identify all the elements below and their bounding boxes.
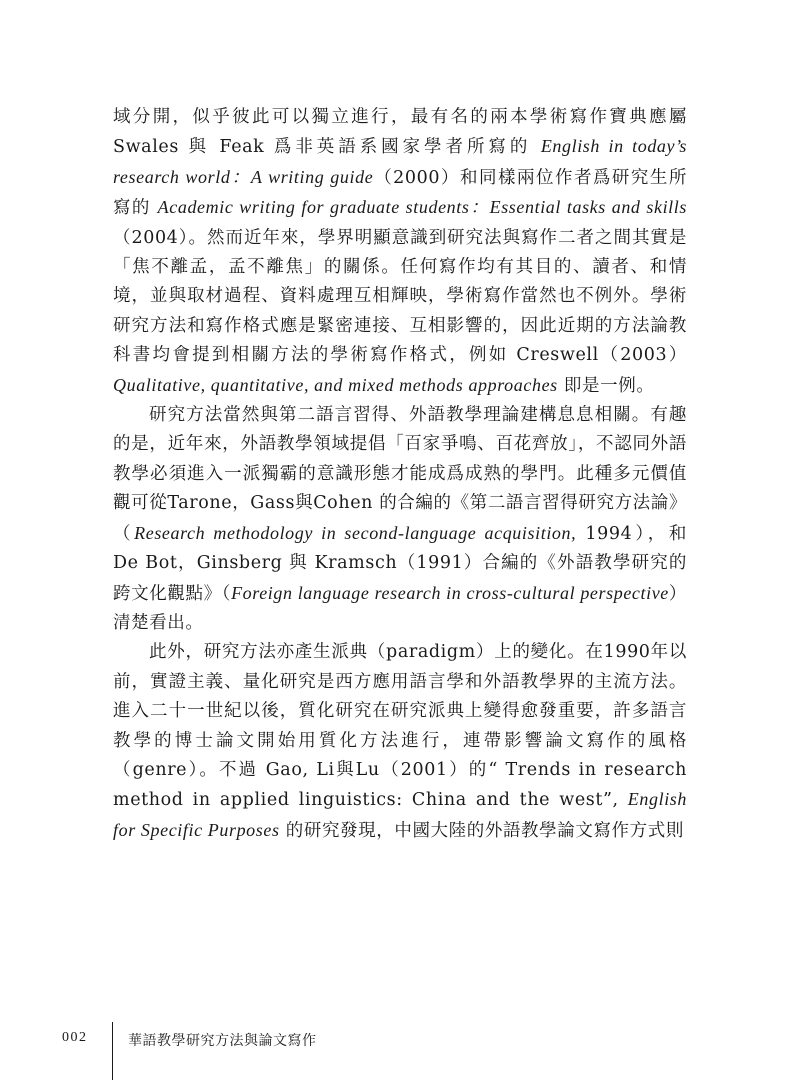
text-run: 此外，研究方法亦產生派典（paradigm）上的變化。在1990年以前，實證主義、量化研究是西方應用語言學和外語教學界的主流方法。進入二十一世紀以後，質化研究在研究派典上變得愈發重要，許多語言教學的博士論文開始用質化方法進行，連帶影響論文寫作的風格（genre）。不過 Gao, Li與Lu（2001）的“ Trends in research method in applied linguistics: China and the west”, — [113, 642, 687, 811]
journal-title-italic: English for Specific Purposes — [113, 789, 687, 840]
text-run: 研究方法當然與第二語言習得、外語教學理論建構息息相關。有趣的是，近年來，外語教學領域提倡「百家爭鳴、百花齊放」，不認同外語教學必須進入一派獨霸的意識形態才能成爲成熟的學門。此種多元價值觀可從Tarone，Gass與Cohen 的合編的《第二語言習得研究方法論》（ — [113, 405, 687, 544]
book-title-italic: Academic writing for graduate students：Essential tasks and skills — [157, 197, 687, 218]
book-title-italic: Research methodology in second-language acquisition, — [134, 522, 577, 543]
book-title-italic: English in today’s research world：A writing guide — [113, 136, 687, 187]
footer-divider — [112, 1022, 113, 1080]
book-title-italic: Foreign language research in cross-cultural perspective — [231, 582, 669, 603]
book-title-italic: Qualitative, quantitative, and mixed methods approaches — [113, 374, 558, 395]
page-number: 002 — [62, 1030, 88, 1045]
text-run: 域分開，似乎彼此可以獨立進行，最有名的兩本學術寫作寶典應屬 Swales 與 Feak 爲非英語系國家學者所寫的 — [113, 107, 687, 158]
text-run: （2004）。然而近年來，學界明顯意識到研究法與寫作二者之間其實是「焦不離孟，孟不離焦」的關係。任何寫作均有其目的、讀者、和情境，並與取材過程、資料處理互相輝映，學術寫作當然也不例外。學術研究方法和寫作格式應是緊密連接、互相影響的，因此近期的方法論教科書均會提到相關方法的學術寫作格式，例如 Creswell（2003） — [113, 227, 687, 366]
text-run: ）清楚看出。 — [113, 583, 688, 633]
page-body — [113, 103, 687, 846]
paragraph-1 — [113, 103, 687, 401]
paragraph-3 — [113, 638, 687, 846]
text-run: 1994），和 De Bot，Ginsberg 與 Kramsch（1991）合編的《外語教學研究的跨文化觀點》（ — [113, 523, 687, 604]
text-run: （2000）和同樣兩位作者爲研究生所寫的 — [113, 167, 687, 219]
text-run: 的研究發現，中國大陸的外語教學論文寫作方式則 — [279, 820, 684, 841]
text-run: 即是一例。 — [557, 375, 655, 396]
paragraph-2 — [113, 401, 687, 638]
running-title: 華語教學研究方法與論文寫作 — [128, 1033, 317, 1049]
